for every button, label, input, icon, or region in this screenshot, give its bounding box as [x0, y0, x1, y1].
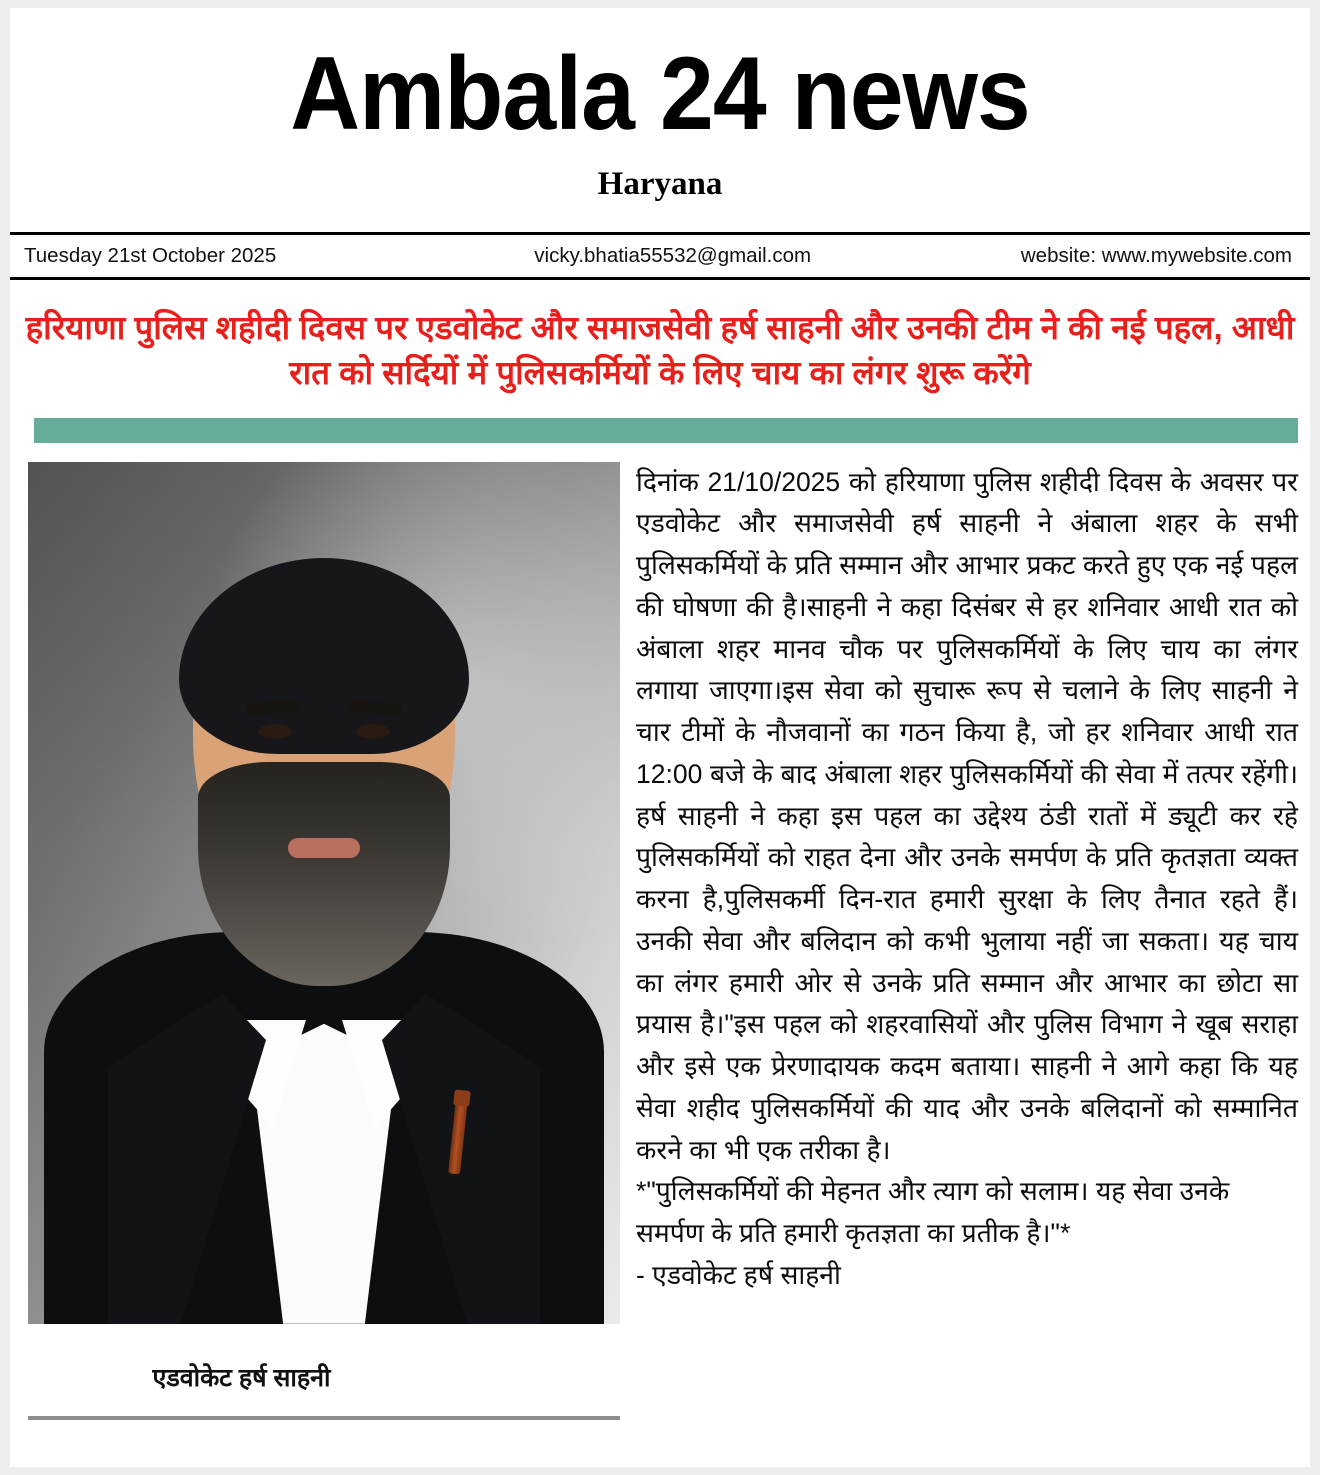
newspaper-page: [10, 8, 1310, 1467]
masthead-title: Ambala 24 news: [290, 36, 1030, 152]
article-paragraph-1: दिनांक 21/10/2025 को हरियाणा पुलिस शहीदी दिवस के अवसर पर एडवोकेट और समाजसेवी हर्ष साहनी ने अंबाला शहर के सभी पुलिसकर्मियों के प्रति सम्मान और आभार प्रकट करते हुए एक नई पहल की घोषणा की है।साहनी ने कहा दिसंबर से हर शनिवार आधी रात को अंबाला शहर मानव चौक पर पुलिसकर्मियों के लिए चाय का लंगर लगाया जाएगा।इस सेवा को सुचारू रूप से चलाने के लिए साहनी ने चार टीमों के नौजवानों का गठन किया है, जो हर शनिवार आधी रात 12:00 बजे के बाद अंबाला शहर पुलिसकर्मियों की सेवा में तत्पर रहेंगी। हर्ष साहनी ने कहा इस पहल का उद्देश्य ठंडी रातों में ड्यूटी कर रहे पुलिसकर्मियों को राहत देना और उनके समर्पण के प्रति कृतज्ञता व्यक्त करना है,पुलिसकर्मी दिन-रात हमारी सुरक्षा के लिए तैनात रहते हैं। उनकी सेवा और बलिदान को कभी भुलाया नहीं जा सकता। यह चाय का लंगर हमारी ओर से उनके प्रति सम्मान और आभार का छोटा सा प्रयास है।"इस पहल को शहरवासियों और पुलिस विभाग ने खूब सराहा और इसे एक प्रेरणादायक कदम बताया। साहनी ने आगे कहा कि यह सेवा शहीद पुलिसकर्मियों की याद और उनके बलिदानों को सम्मानित करने का भी एक तरीका है।: [636, 466, 1298, 1165]
masthead-subtitle: Haryana: [597, 166, 723, 202]
article-paragraph-2: *"पुलिसकर्मियों की मेहनत और त्याग को सलाम। यह सेवा उनके समर्पण के प्रति हमारी कृतज्ञता का प्रतीक है।"*: [636, 1176, 1230, 1248]
info-bar: [10, 235, 1310, 277]
article-content: [28, 462, 1298, 1420]
masthead: [10, 8, 1310, 201]
masthead-rule-bottom: [10, 277, 1310, 280]
mouth-shape: [288, 838, 360, 858]
photo-caption: एडवोकेट हर्ष साहनी: [152, 1363, 331, 1392]
eye-left: [258, 724, 292, 739]
publication-date: Tuesday 21st October 2025: [24, 244, 277, 267]
eye-right: [356, 724, 390, 739]
portrait-photo: [28, 462, 620, 1324]
article-headline: हरियाणा पुलिस शहीदी दिवस पर एडवोकेट और समाजसेवी हर्ष साहनी और उनकी टीम ने की नई पहल, आधी रात को सर्दियों में पुलिसकर्मियों के लिए चाय का लंगर शुरू करेंगे: [25, 309, 1295, 391]
photo-column: [28, 462, 620, 1420]
accent-divider-bar: [34, 418, 1298, 443]
article-body: [636, 462, 1298, 1297]
text-column: [636, 462, 1298, 1297]
website-url[interactable]: website: www.mywebsite.com: [1020, 244, 1292, 267]
caption-rule: [28, 1416, 620, 1420]
contact-email[interactable]: vicky.bhatia55532@gmail.com: [534, 244, 812, 267]
article-attribution: - एडवोकेट हर्ष साहनी: [636, 1259, 841, 1290]
